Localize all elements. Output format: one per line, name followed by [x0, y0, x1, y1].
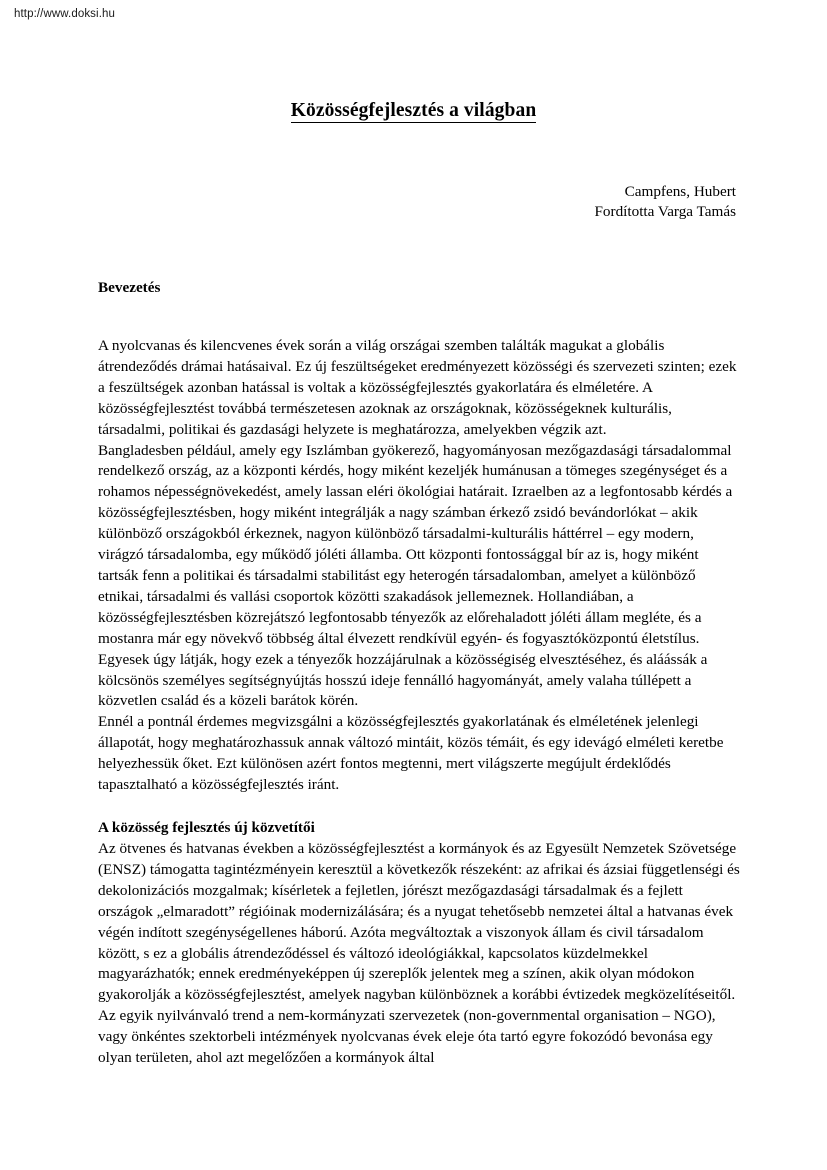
section-heading-uj-kozvetitok: A közösség fejlesztés új közvetítői [98, 819, 315, 836]
source-url-watermark: http://www.doksi.hu [14, 8, 115, 20]
byline-author: Campfens, Hubert [624, 183, 736, 200]
byline-translator: Fordította Varga Tamás [594, 202, 736, 220]
paragraph: Ennél a pontnál érdemes megvizsgálni a közösségfejlesztés gyakorlatának és elméletének jelenlegi állapotát, hogy meghatározhassuk annak változó mintáit, közös témáit, és egy idevágó elméleti keretbe helyezhessük őket. Ezt különösen azért fontos megtenni, mert világszerte megújult érdeklődés tapasztalható a közösségfejlesztés iránt. [98, 713, 724, 794]
byline [98, 182, 736, 221]
section-bevezetes [98, 278, 738, 794]
section-uj-kozvetitok [98, 818, 740, 1067]
section-bevezetes-body [98, 336, 738, 796]
paragraph: A nyolcvanas és kilencvenes évek során a világ országai szemben találták magukat a globális átrendeződés drámai hatásaival. Ez új feszültségeket eredményezett közösségi és szervezeti szinten; ezek a feszültségek azonban hatással is voltak a közösségfejlesztés gyakorlatára és elméletére. A közösségfejlesztést továbbá természetesen azoknak az országoknak, közösségeknek kulturális, társadalmi, politikai és gazdasági helyzete is meghatározza, amelyekben végzik azt. [98, 337, 737, 438]
page-title-text: Közösségfejlesztés a világban [290, 100, 537, 121]
section-heading-bevezetes: Bevezetés [98, 279, 161, 296]
page-title [0, 100, 827, 122]
paragraph: Bangladesben például, amely egy Iszlámban gyökerező, hagyományosan mezőgazdasági társadalommal rendelkező ország, az a központi kérdés, hogy miként kezeljék humánusan a tömeges szegénységet és a rohamos népességnövekedést, amely lassan eléri ökológiai határait. Izraelben az a legfontosabb kérdés a közösségfejlesztésben, hogy miként integrálják a nagy számban érkező zsidó bevándorlókat – akik különböző országokból érkeznek, nagyon különböző társadalmi-kulturális háttérrel – egy modern, virágzó társadalomba, egy működő jóléti államba. Ott központi fontossággal bír az is, hogy miként tartsák fenn a politikai és társadalmi stabilitást egy heterogén társadalomban, amelyet a különböző etnikai, társadalmi és vallási csoportok közötti szakadások jellemeznek. Hollandiában, a közösségfejlesztésben közrejátszó legfontosabb tényezők az előrehaladott jóléti állam megléte, és a mostanra már egy növekvő többség által élvezett rendkívül egyén- és fogyasztóközpontú életstílus. Egyesek úgy látják, hogy ezek a tényezők hozzájárulnak a közösségiség elvesztéséhez, és aláássák a kölcsönös személyes segítségnyújtás hosszú ideje fennálló hagyományát, amely valaha túllépett a közvetlen család és a közeli barátok körén. [98, 441, 733, 710]
paragraph: Az ötvenes és hatvanas években a közösségfejlesztést a kormányok és az Egyesült Nemzetek Szövetsége (ENSZ) támogatta tagintézményein keresztül a következők részeként: az afrikai és ázsiai függetlenségi és dekolonizációs mozgalmak; kísérletek a fejletlen, jórészt mezőgazdasági társadalmak és a fejlett országok „elmaradott” régióinak modernizálására; és a nyugat tehetősebb nemzetei által a hatvanas évek végén indított szegénységellenes háború. Azóta megváltoztak a viszonyok állam és civil társadalom között, s ez a globális átrendeződéssel és változó ideológiákkal, kapcsolatos küzdelmekkel magyarázhatók; ennek eredményeképpen új szereplők jelentek meg a színen, akik olyan módokon gyakorolják a közösségfejlesztést, amelyek nagyban különböznek a korábbi évtizedek megközelítéseitől. Az egyik nyilvánvaló trend a nem-kormányzati szervezetek (non-governmental organisation – NGO), vagy önkéntes szektorbeli intézmények nyolcvanas évek eleje óta tartó egyre fokozódó bevonása egy olyan területen, ahol azt megelőzően a kormányok által [98, 840, 740, 1067]
section-uj-kozvetitok-body [98, 839, 740, 1069]
